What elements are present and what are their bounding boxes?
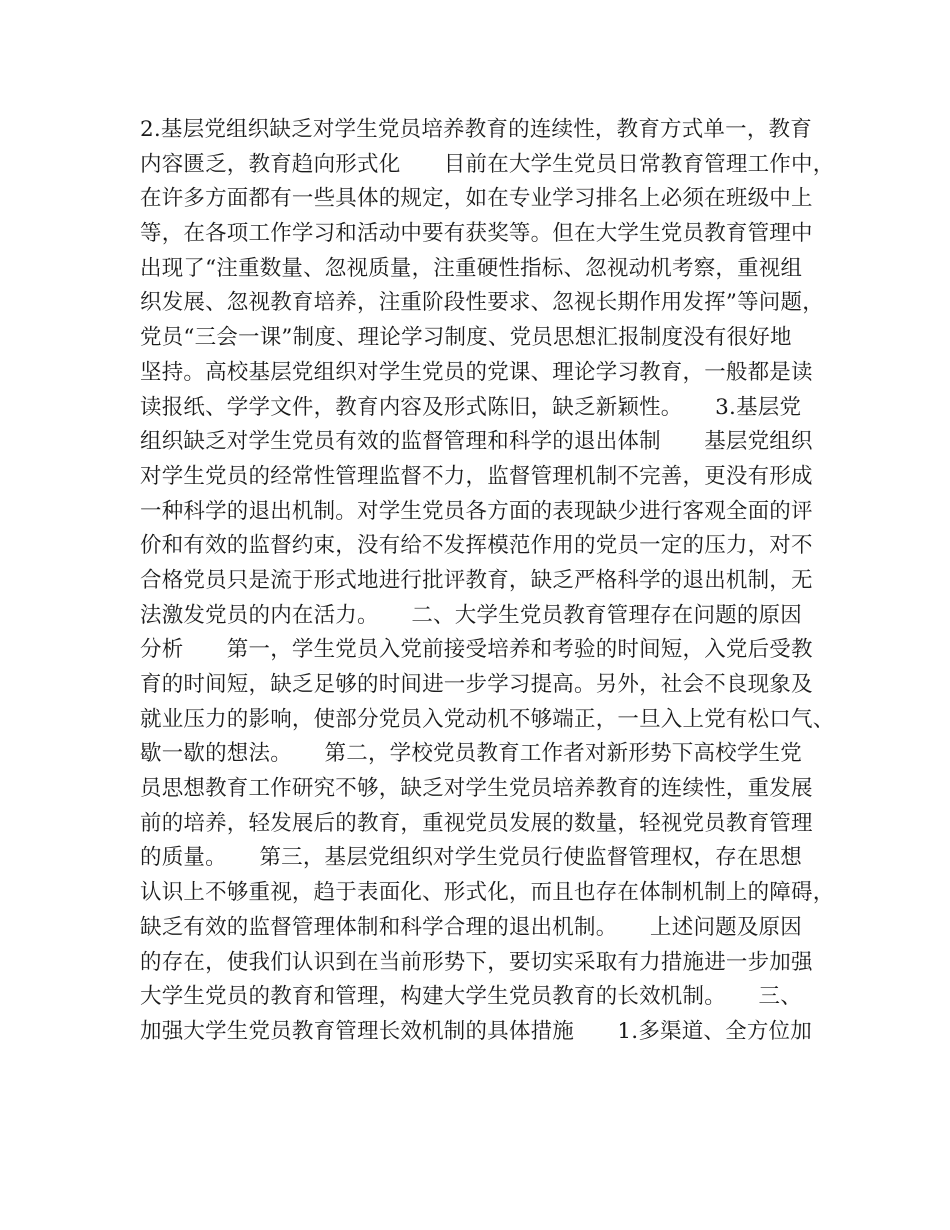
text-line: 分析 第一，学生党员入党前接受培养和考验的时间短，入党后受教 (140, 637, 813, 663)
text-line: 法激发党员的内在活力。 二、大学生党员教育管理存在问题的原因 (140, 602, 802, 628)
text-line: 对学生党员的经常性管理监督不力，监督管理机制不完善，更没有形成 (140, 463, 813, 489)
text-line: 大学生党员的教育和管理，构建大学生党员教育的长效机制。 三、 (140, 984, 802, 1010)
text-line: 2.基层党组织缺乏对学生党员培养教育的连续性，教育方式单一，教育 (140, 117, 812, 142)
text-line: 内容匮乏，教育趋向形式化 目前在大学生党员日常教育管理工作中， (140, 151, 835, 177)
text-line: 组织缺乏对学生党员有效的监督管理和科学的退出体制 基层党组织 (140, 429, 813, 455)
text-line: 坚持。高校基层党组织对学生党员的党课、理论学习教育，一般都是读 (140, 359, 813, 385)
text-line: 的质量。 第三，基层党组织对学生党员行使监督管理权，存在思想 (140, 845, 802, 871)
text-line: 员思想教育工作研究不够，缺乏对学生党员培养教育的连续性，重发展 (140, 776, 813, 802)
text-line: 加强大学生党员教育管理长效机制的具体措施 1.多渠道、全方位加 (140, 1018, 812, 1044)
text-line: 出现了“注重数量、忽视质量，注重硬性指标、忽视动机考察，重视组 (140, 255, 803, 281)
text-line: 的存在，使我们认识到在当前形势下，要切实采取有力措施进一步加强 (140, 949, 813, 975)
text-line: 歇一歇的想法。 第二，学校党员教育工作者对新形势下高校学生党 (140, 741, 802, 767)
text-line: 价和有效的监督约束，没有给不发挥模范作用的党员一定的压力，对不 (140, 533, 813, 559)
text-line: 前的培养，轻发展后的教育，重视党员发展的数量，轻视党员教育管理 (140, 810, 813, 836)
text-line: 在许多方面都有一些具体的规定，如在专业学习排名上必须在班级中上 (140, 186, 813, 212)
text-line: 等，在各项工作学习和活动中要有获奖等。但在大学生党员教育管理中 (140, 221, 813, 247)
text-line: 缺乏有效的监督管理体制和科学合理的退出机制。 上述问题及原因 (140, 914, 802, 940)
text-line: 合格党员只是流于形式地进行批评教育，缺乏严格科学的退出机制，无 (140, 567, 813, 593)
text-line: 一种科学的退出机制。对学生党员各方面的表现缺少进行客观全面的评 (140, 498, 813, 524)
text-line: 认识上不够重视，趋于表面化、形式化，而且也存在体制机制上的障碍， (140, 880, 835, 906)
body-text (140, 113, 835, 1050)
text-line: 织发展、忽视教育培养，注重阶段性要求、忽视长期作用发挥”等问题， (140, 290, 824, 316)
text-line: 读报纸、学学文件，教育内容及形式陈旧，缺乏新颖性。 3.基层党 (140, 394, 802, 420)
text-line: 就业压力的影响，使部分党员入党动机不够端正，一旦入上党有松口气、 (140, 706, 835, 732)
text-line: 育的时间短，缺乏足够的时间进一步学习提高。另外，社会不良现象及 (140, 672, 813, 697)
text-line: 党员“三会一课”制度、理论学习制度、党员思想汇报制度没有很好地 (140, 325, 792, 351)
